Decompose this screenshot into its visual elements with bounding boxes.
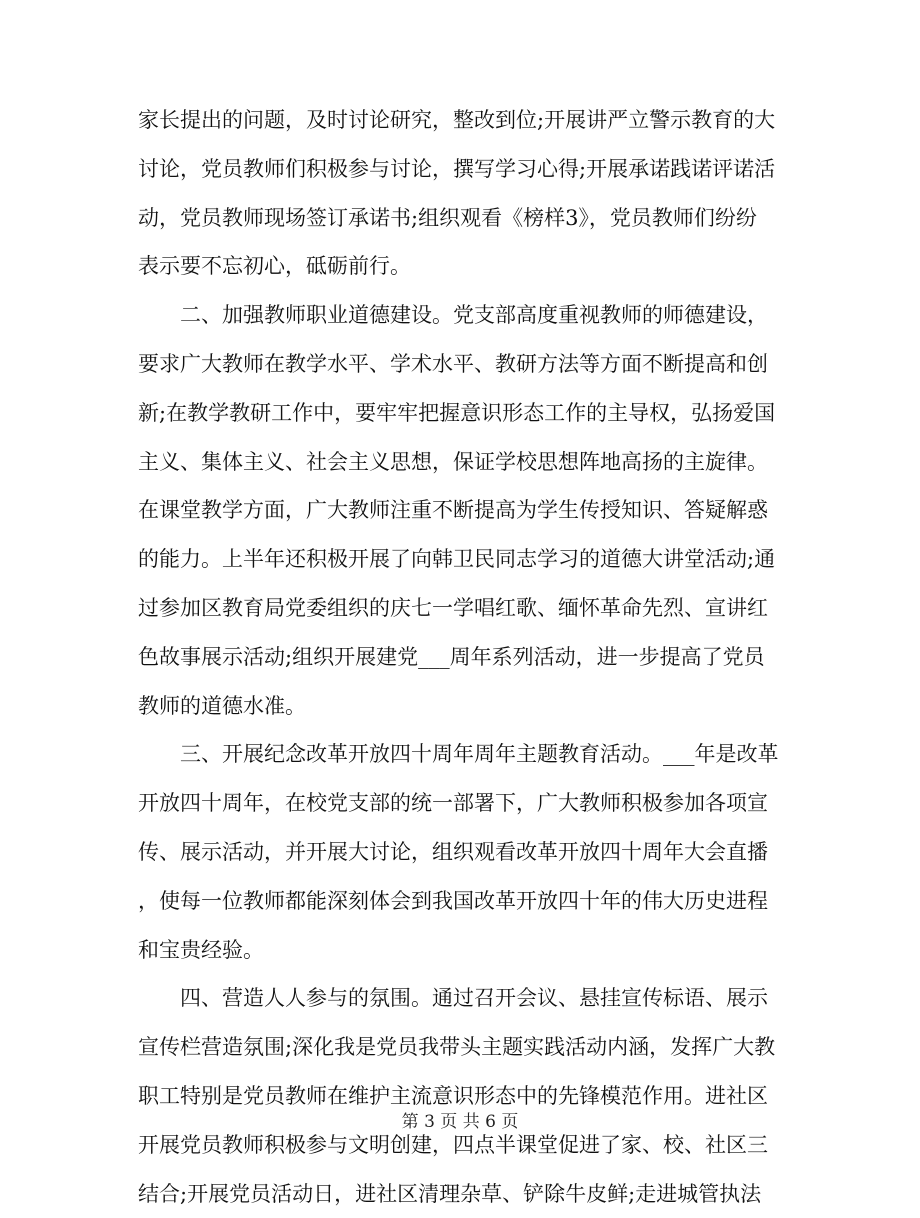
text-line: 二、加强教师职业道德建设。党支部高度重视教师的师德建设，	[180, 303, 768, 328]
document-body	[138, 96, 786, 1218]
text-line: ，使每一位教师都能深刻体会到我国改革开放四十年的伟大历史进程	[138, 888, 768, 913]
text-line: 职工特别是党员教师在维护主流意识形态中的先锋模范作用。进社区	[138, 1083, 768, 1108]
text-line: 四、营造人人参与的氛围。通过召开会议、悬挂宣传标语、展示	[180, 986, 768, 1011]
text-line: 三、开展纪念改革开放四十周年周年主题教育活动。___年是改革	[180, 742, 779, 767]
text-line: 新;在教学教研工作中，要牢牢把握意识形态工作的主导权，弘扬爱国	[138, 400, 776, 425]
text-line: 动，党员教师现场签订承诺书;组织观看《榜样3》，党员教师们纷纷	[138, 205, 757, 230]
text-line: 表示要不忘初心，砥砺前行。	[138, 254, 411, 279]
text-line: 教师的道德水准。	[138, 693, 306, 718]
text-line: 开展党员教师积极参与文明创建，四点半课堂促进了家、校、社区三	[138, 1132, 768, 1157]
text-line: 宣传栏营造氛围;深化我是党员我带头主题实践活动内涵，发挥广大教	[138, 1035, 776, 1060]
text-line: 色故事展示活动;组织开展建党___周年系列活动，进一步提高了党员	[138, 644, 765, 669]
text-line: 开放四十周年，在校党支部的统一部署下，广大教师积极参加各项宣	[138, 791, 768, 816]
text-line: 过参加区教育局党委组织的庆七一学唱红歌、缅怀革命先烈、宣讲红	[138, 595, 768, 620]
text-line: 家长提出的问题，及时讨论研究，整改到位;开展讲严立警示教育的大	[138, 108, 776, 132]
text-line: 的能力。上半年还积极开展了向韩卫民同志学习的道德大讲堂活动;通	[138, 547, 776, 572]
text-line: 要求广大教师在教学水平、学术水平、教研方法等方面不断提高和创	[138, 351, 768, 376]
page-number-footer: 第 3 页 共 6 页	[401, 1112, 519, 1132]
text-line: 和宝贵经验。	[138, 937, 264, 962]
text-line: 在课堂教学方面，广大教师注重不断提高为学生传授知识、答疑解惑	[138, 498, 768, 523]
text-line: 主义、集体主义、社会主义思想，保证学校思想阵地高扬的主旋律。	[138, 449, 768, 474]
text-line: 结合;开展党员活动日，进社区清理杂草、铲除牛皮鲜;走进城管执法	[138, 1181, 762, 1206]
text-line: 传、展示活动，并开展大讨论，组织观看改革开放四十周年大会直播	[138, 839, 768, 864]
text-line: 讨论，党员教师们积极参与讨论，撰写学习心得;开展承诺践诺评诺活	[138, 156, 776, 181]
